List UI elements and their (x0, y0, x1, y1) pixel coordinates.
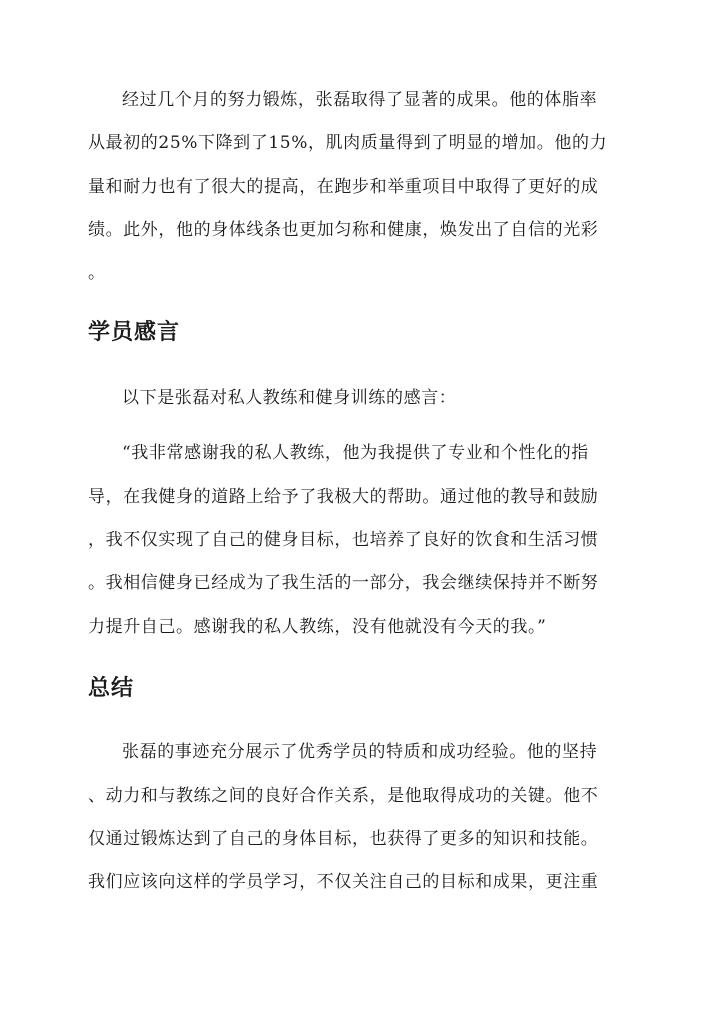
quote-line: ，我不仅实现了自己的健身目标，也培养了良好的饮食和生活习惯 (88, 530, 599, 550)
paragraph-line: 经过几个月的努力锻炼，张磊取得了显著的成果。他的体脂率 (122, 90, 598, 110)
quote-line: 力提升自己。感谢我的私人教练，没有他就没有今天的我。” (88, 617, 547, 637)
section-heading-testimonial: 学员感言 (88, 319, 181, 345)
testimonial-intro: 以下是张磊对私人教练和健身训练的感言： (122, 388, 457, 408)
quote-line: 导，在我健身的道路上给予了我极大的帮助。通过他的教导和鼓励 (88, 487, 599, 507)
paragraph-line: 。 (88, 263, 106, 283)
paragraph-line: 从最初的25%下降到了15%，肌肉质量得到了明显的增加。他的力 (88, 133, 608, 153)
summary-line: 张磊的事迹充分展示了优秀学员的特质和成功经验。他的坚持 (122, 742, 598, 762)
quote-line: 。我相信健身已经成为了我生活的一部分，我会继续保持并不断努 (88, 573, 599, 593)
paragraph-line: 量和耐力也有了很大的提高，在跑步和举重项目中取得了更好的成 (88, 177, 599, 197)
section-heading-summary: 总结 (88, 675, 135, 701)
summary-line: 仅通过锻炼达到了自己的身体目标，也获得了更多的知识和技能。 (88, 829, 599, 849)
paragraph-line: 绩。此外，他的身体线条也更加匀称和健康，焕发出了自信的光彩 (88, 220, 599, 240)
summary-line: 我们应该向这样的学员学习，不仅关注自己的目标和成果，更注重 (88, 872, 599, 892)
summary-line: 、动力和与教练之间的良好合作关系，是他取得成功的关键。他不 (88, 786, 599, 806)
quote-line: “我非常感谢我的私人教练，他为我提供了专业和个性化的指 (122, 443, 589, 463)
